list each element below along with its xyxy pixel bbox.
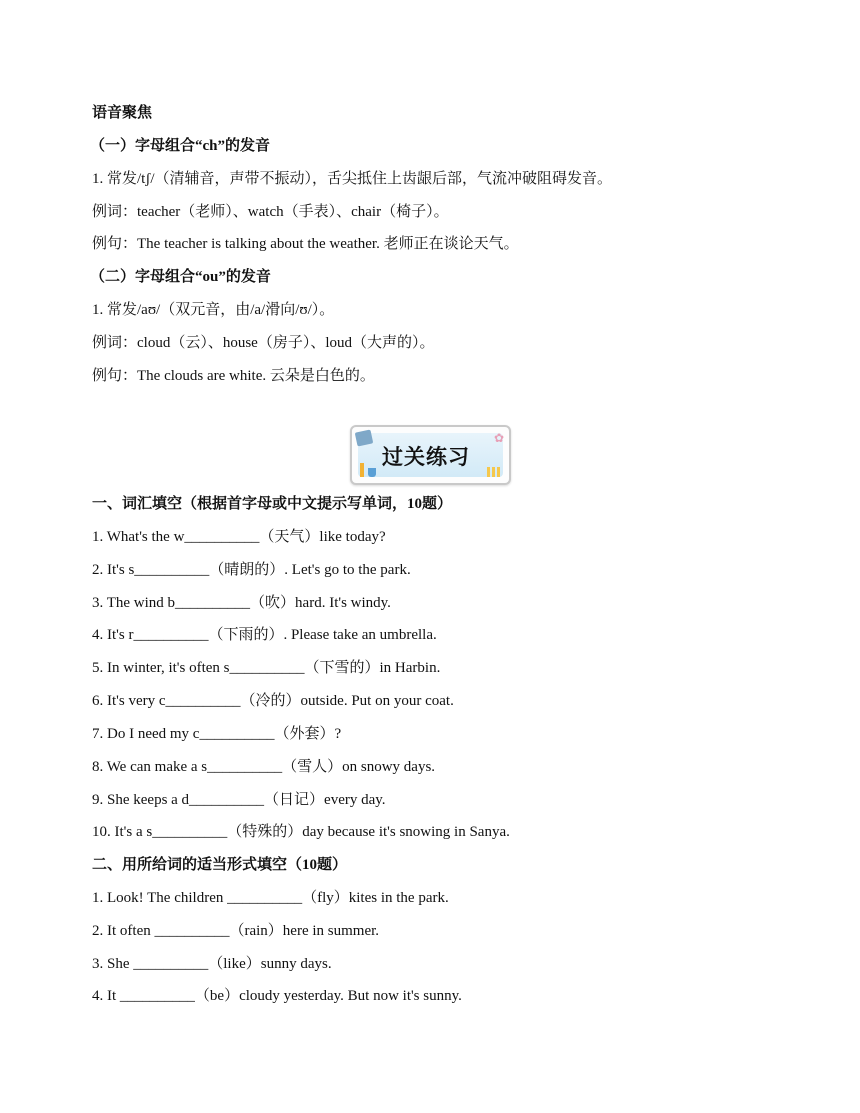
exercise1-item: 1. What's the w__________（天气）like today?: [92, 529, 386, 545]
stripes-icon: [487, 467, 501, 477]
exercise1-item: 9. She keeps a d__________（日记）every day.: [92, 792, 386, 808]
exercise1-item: 6. It's very c__________（冷的）outside. Put on your coat.: [92, 693, 454, 709]
phonics-heading: 语音聚焦: [92, 105, 153, 121]
exercise1-item: 8. We can make a s__________（雪人）on snowy days.: [92, 759, 436, 775]
section2-example-words: 例词：cloud（云）、house（房子）、loud（大声的）。: [92, 335, 435, 351]
pencil-icon: [360, 463, 364, 477]
section2-title: （二）字母组合“ou”的发音: [90, 269, 271, 285]
exercise2-item: 1. Look! The children __________（fly）kites in the park.: [92, 890, 449, 906]
exercise1-item: 2. It's s__________（晴朗的）. Let's go to the park.: [92, 562, 411, 578]
exercise2-item: 3. She __________（like）sunny days.: [92, 956, 332, 972]
section1-example-sentence: 例句：The teacher is talking about the weather. 老师正在谈论天气。: [92, 236, 519, 252]
exercise2-item: 2. It often __________（rain）here in summer.: [92, 923, 380, 939]
cup-icon: [368, 468, 376, 477]
exercise1-item: 10. It's a s__________（特殊的）day because it's snowing in Sanya.: [92, 824, 510, 840]
section2-example-sentence: 例句：The clouds are white. 云朵是白色的。: [92, 368, 375, 384]
section2-rule: 1. 常发/aʊ/（双元音，由/a/滑向/ʊ/）。: [92, 302, 335, 318]
banner-title: 过关练习: [382, 445, 470, 469]
section1-title: （一）字母组合“ch”的发音: [90, 138, 271, 154]
exercise1-item: 5. In winter, it's often s__________（下雪的）in Harbin.: [92, 660, 441, 676]
section1-example-words: 例词：teacher（老师）、watch（手表）、chair（椅子）。: [92, 204, 449, 220]
exercise1-title: 一、词汇填空（根据首字母或中文提示写单词，10题）: [92, 496, 453, 512]
exercise2-item: 4. It __________（be）cloudy yesterday. But now it's sunny.: [92, 988, 462, 1004]
exercise1-item: 7. Do I need my c__________（外套）?: [92, 726, 342, 742]
exercise1-item: 4. It's r__________（下雨的）. Please take an umbrella.: [92, 627, 437, 643]
practice-banner: [350, 425, 511, 485]
exercise2-title: 二、用所给词的适当形式填空（10题）: [92, 857, 348, 873]
section1-rule: 1. 常发/tʃ/（清辅音，声带不振动），舌尖抵住上齿龈后部，气流冲破阻碍发音。: [92, 171, 613, 187]
flower-icon: ✿: [493, 431, 504, 445]
exercise1-item: 3. The wind b__________（吹）hard. It's windy.: [92, 595, 391, 611]
